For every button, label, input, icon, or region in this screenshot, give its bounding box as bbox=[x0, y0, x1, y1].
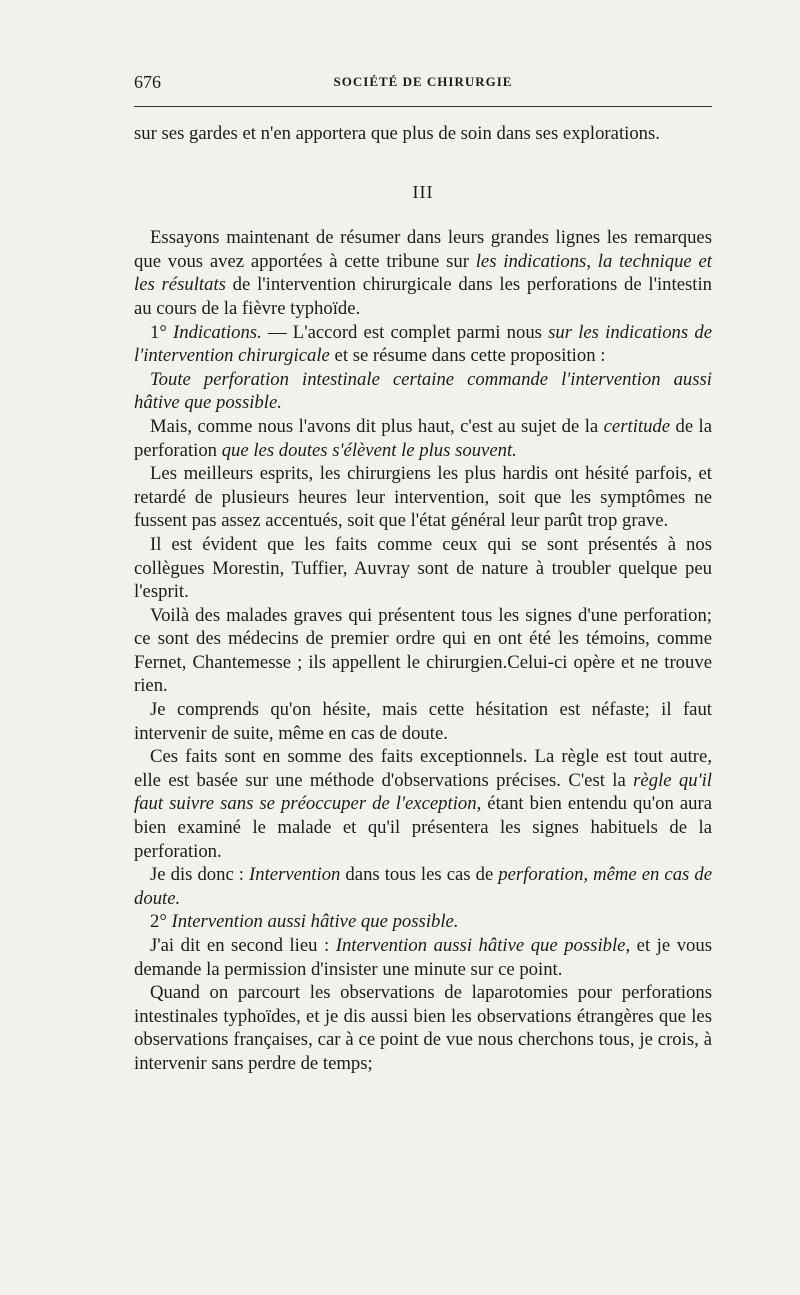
paragraph: Je dis donc : Intervention dans tous les cas de perforation, même en cas de doute. bbox=[134, 864, 712, 909]
page-body bbox=[134, 122, 712, 1076]
paragraph: Ces faits sont en somme des faits exceptionnels. La règle est tout autre, elle est basée sur une méthode d'observations précises. C'est la règle qu'il faut suivre sans se préoccuper de l'exception, étant bien entendu qu'on aura bien examiné le malade et qu'il présentera les signes habituels de la perforation. bbox=[134, 746, 712, 862]
paragraph: Quand on parcourt les observations de laparotomies pour perforations intestinales typhoïdes, et je dis aussi bien les observations étrangères que les observations françaises, car à ce point de vue nous cherchons tous, je crois, à intervenir sans perdre de temps; bbox=[134, 982, 712, 1074]
paragraph: Les meilleurs esprits, les chirurgiens les plus hardis ont hésité parfois, et retardé de plusieurs heures leur intervention, soit que les symptômes ne fussent pas assez accentués, soit que l'état général leur parût trop grave. bbox=[134, 463, 712, 532]
paragraph: sur ses gardes et n'en apportera que plus de soin dans ses explorations. bbox=[134, 123, 660, 144]
paragraph: Voilà des malades graves qui présentent tous les signes d'une perforation; ce sont des médecins de premier ordre qui en ont été les témoins, comme Fernet, Chantemesse ; ils appellent le chirurgien.Celui-ci opère et ne trouve rien. bbox=[134, 604, 712, 697]
paragraph: Toute perforation intestinale certaine commande l'intervention aussi hâtive que possible. bbox=[134, 368, 712, 414]
page-header bbox=[134, 72, 712, 94]
section-number: III bbox=[412, 181, 434, 202]
paragraph: Essayons maintenant de résumer dans leurs grandes lignes les remarques que vous avez apportées à cette tribune sur les indications, la technique et les résultats de l'intervention chirurgicale dans les perforations de l'intestin au cours de la fièvre typhoïde. bbox=[134, 227, 712, 319]
paragraph: Mais, comme nous l'avons dit plus haut, c'est au sujet de la certitude de la perforation que les doutes s'élèvent le plus souvent. bbox=[134, 415, 713, 461]
page-number: 676 bbox=[134, 72, 161, 92]
paragraph: Il est évident que les faits comme ceux qui se sont présentés à nos collègues Morestin, Tuffier, Auvray sont de nature à troubler quelque peu l'esprit. bbox=[134, 533, 712, 603]
paragraph: Je comprends qu'on hésite, mais cette hésitation est néfaste; il faut intervenir de suite, même en cas de doute. bbox=[134, 699, 712, 744]
paragraph: 1° Indications. — L'accord est complet parmi nous sur les indications de l'intervention chirurgicale et se résume dans cette proposition : bbox=[134, 321, 712, 367]
header-rule bbox=[134, 106, 712, 107]
paragraph: J'ai dit en second lieu : Intervention aussi hâtive que possible, et je vous demande la permission d'insister une minute sur ce point. bbox=[134, 935, 712, 980]
paragraph: 2° Intervention aussi hâtive que possible. bbox=[150, 911, 459, 933]
running-head: SOCIÉTÉ DE CHIRURGIE bbox=[333, 74, 513, 89]
